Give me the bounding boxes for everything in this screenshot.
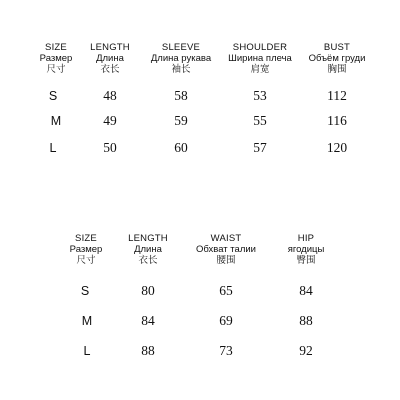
table-cell: 73 — [219, 343, 233, 358]
table-cell: 48 — [103, 88, 117, 103]
header-zh: 袖长 — [171, 64, 191, 75]
header-bust — [282, 42, 392, 75]
header-zh: 臀围 — [296, 255, 316, 266]
table-cell: 92 — [299, 343, 313, 358]
header-en: SLEEVE — [161, 42, 201, 53]
table-cell: 80 — [141, 283, 155, 298]
header-en: BUST — [323, 42, 351, 53]
header-ru: ягодицы — [287, 244, 325, 255]
header-zh: 腰围 — [216, 255, 236, 266]
table-cell: 88 — [299, 313, 313, 328]
header-zh: 胸围 — [327, 64, 347, 75]
header-en: SIZE — [45, 42, 67, 53]
size-label: M — [81, 314, 93, 328]
table-cell: 84 — [141, 313, 155, 328]
header-ru: Размер — [39, 53, 73, 64]
header-hip — [251, 233, 361, 266]
table-cell: 65 — [219, 283, 233, 298]
table-cell: 49 — [103, 113, 117, 128]
table-cell: 59 — [174, 113, 188, 128]
table-cell: 69 — [219, 313, 233, 328]
table-cell: 116 — [327, 113, 347, 128]
header-en: LENGTH — [128, 233, 168, 244]
header-zh: 尺寸 — [46, 64, 66, 75]
table-cell: 120 — [326, 140, 348, 155]
size-label: M — [50, 114, 62, 128]
header-en: WAIST — [210, 233, 242, 244]
header-zh: 尺寸 — [76, 255, 96, 266]
header-zh: 肩宽 — [250, 64, 270, 75]
header-ru: Длина — [134, 244, 162, 255]
header-en: SHOULDER — [232, 42, 288, 53]
table-cell: 84 — [299, 283, 313, 298]
header-ru: Ширина плеча — [228, 53, 292, 64]
header-ru: Длина — [96, 53, 124, 64]
table-cell: 112 — [327, 88, 347, 103]
header-en: HIP — [297, 233, 315, 244]
header-zh: 衣长 — [138, 255, 158, 266]
table-cell: 53 — [253, 88, 267, 103]
header-ru: Длина рукава — [150, 53, 212, 64]
header-zh: 衣长 — [100, 64, 120, 75]
size-label: L — [49, 141, 57, 155]
header-en: LENGTH — [90, 42, 130, 53]
table-cell: 88 — [141, 343, 155, 358]
header-ru: Обхват талии — [196, 244, 256, 255]
table-cell: 50 — [103, 140, 117, 155]
table-cell: 55 — [253, 113, 267, 128]
table-cell: 58 — [174, 88, 188, 103]
table-cell: 57 — [253, 140, 267, 155]
size-label: S — [80, 284, 90, 298]
header-en: SIZE — [75, 233, 97, 244]
header-ru: Размер — [69, 244, 103, 255]
size-label: S — [48, 89, 58, 103]
table-cell: 60 — [174, 140, 188, 155]
header-ru: Объём груди — [308, 53, 366, 64]
size-label: L — [83, 344, 91, 358]
